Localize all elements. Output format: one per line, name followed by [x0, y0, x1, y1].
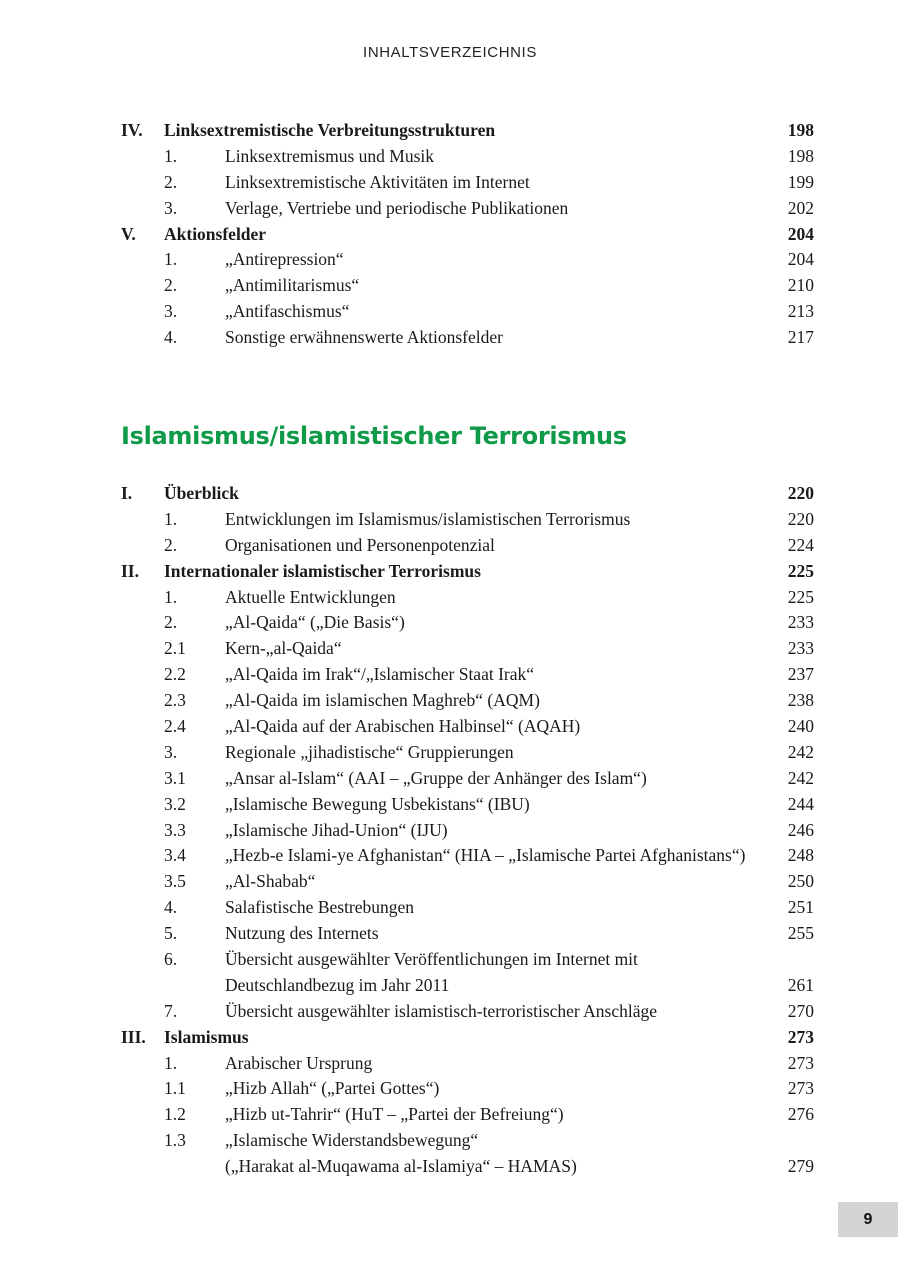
toc-entry-number: 4. — [164, 897, 178, 918]
toc-entry-row[interactable] — [121, 869, 814, 895]
toc-entry-number: 1. — [164, 1052, 178, 1073]
toc-entry-number: 2. — [164, 171, 178, 192]
toc-entry-row[interactable] — [121, 533, 814, 559]
toc-entry-number: 1.2 — [164, 1104, 186, 1125]
toc-chapter-row[interactable] — [121, 222, 814, 248]
toc-entry-number: 1.1 — [164, 1078, 186, 1099]
toc-entry-page: 213 — [787, 301, 814, 322]
toc-entry-row[interactable] — [121, 273, 814, 299]
toc-entry-page: 242 — [787, 767, 814, 788]
toc-entry-number: 1. — [164, 586, 178, 607]
toc-entry-title: Linksextremistische Verbreitungsstrukturen — [164, 120, 496, 140]
toc-entry-row[interactable] — [121, 843, 814, 869]
toc-entry-title: Aktionsfelder — [164, 223, 267, 244]
toc-entry-page: 261 — [787, 974, 814, 995]
toc-entry-number: 3.3 — [164, 819, 186, 840]
toc-entry-title: Salafistische Bestrebungen — [225, 897, 415, 918]
toc-entry-page: 248 — [787, 845, 814, 866]
section-title: Islamismus/islamistischer Terrorismus — [121, 422, 627, 450]
toc-entry-number: 1. — [164, 249, 178, 270]
toc-entry-row[interactable] — [121, 740, 814, 766]
toc-entry-row[interactable] — [121, 921, 814, 947]
toc-entry-title: „Hezb-e Islami-ye Afghanistan“ (HIA – „Islamische Partei Afghanistans“) — [225, 845, 746, 866]
toc-entry-number: 2.3 — [164, 690, 186, 711]
toc-entry-page: 242 — [787, 741, 814, 762]
toc-entry-title: „Al-Qaida im islamischen Maghreb“ (AQM) — [225, 690, 540, 711]
toc-entry-page: 233 — [787, 612, 814, 633]
toc-entry-page: 279 — [787, 1156, 814, 1177]
toc-chapter-row[interactable] — [121, 559, 814, 585]
toc-entry-title: „Ansar al-Islam“ (AAI – „Gruppe der Anhänger des Islam“) — [225, 767, 647, 788]
toc-entry-title: Entwicklungen im Islamismus/islamistischen Terrorismus — [225, 508, 631, 529]
toc-entry-number: 1.3 — [164, 1130, 186, 1151]
toc-entry-title: Verlage, Vertriebe und periodische Publikationen — [225, 197, 569, 218]
toc-entry-row[interactable] — [121, 895, 814, 921]
toc-entry-number: 3. — [164, 301, 178, 322]
toc-entry-title: Islamismus — [164, 1026, 249, 1047]
toc-entry-page: 240 — [787, 716, 814, 737]
toc-top-list — [121, 118, 814, 351]
toc-entry-number: 3.5 — [164, 871, 186, 892]
toc-entry-title: „Islamische Widerstandsbewegung“ — [225, 1130, 479, 1151]
toc-entry-page: 220 — [787, 483, 814, 503]
toc-entry-row[interactable] — [121, 1102, 814, 1128]
toc-chapter-row[interactable] — [121, 118, 814, 144]
toc-chapter-row[interactable] — [121, 481, 814, 507]
toc-entry-page: 199 — [787, 171, 814, 192]
toc-entry-title: „Islamische Jihad-Union“ (IJU) — [225, 819, 448, 840]
toc-entry-number: V. — [121, 223, 136, 244]
toc-entry-number: 3.4 — [164, 845, 186, 866]
toc-entry-row[interactable] — [121, 1154, 814, 1180]
toc-entry-page: 273 — [787, 1078, 814, 1099]
toc-entry-title: Arabischer Ursprung — [225, 1052, 373, 1073]
toc-entry-number: 7. — [164, 1000, 178, 1021]
toc-entry-row[interactable] — [121, 1076, 814, 1102]
toc-entry-title: Deutschlandbezug im Jahr 2011 — [225, 974, 450, 995]
toc-entry-number: 5. — [164, 923, 178, 944]
toc-entry-number: IV. — [121, 120, 143, 140]
toc-entry-number: 3.2 — [164, 793, 186, 814]
toc-entry-title: Regionale „jihadistische“ Gruppierungen — [225, 741, 514, 762]
toc-entry-row[interactable] — [121, 818, 814, 844]
toc-entry-number: 3.1 — [164, 767, 186, 788]
toc-entry-page: 276 — [787, 1104, 814, 1125]
toc-entry-title: „Al-Qaida“ („Die Basis“) — [225, 612, 405, 633]
toc-chapter-row[interactable] — [121, 1025, 814, 1051]
toc-entry-page: 237 — [787, 664, 814, 685]
page-number-box — [838, 1202, 898, 1237]
toc-entry-row[interactable] — [121, 973, 814, 999]
toc-entry-page: 225 — [787, 586, 814, 607]
toc-entry-page: 198 — [787, 120, 814, 140]
toc-entry-page: 273 — [787, 1026, 814, 1047]
toc-entry-number: 1. — [164, 508, 178, 529]
toc-entry-page: 202 — [787, 197, 814, 218]
toc-entry-title: Kern-„al-Qaida“ — [225, 638, 342, 659]
toc-entry-page: 238 — [787, 690, 814, 711]
toc-entry-page: 255 — [787, 923, 814, 944]
toc-entry-number: 3. — [164, 197, 178, 218]
toc-entry-row[interactable] — [121, 636, 814, 662]
toc-entry-number: 2.1 — [164, 638, 186, 659]
toc-entry-page: 251 — [787, 897, 814, 918]
toc-entry-title: Nutzung des Internets — [225, 923, 379, 944]
toc-entry-row[interactable] — [121, 999, 814, 1025]
toc-entry-row[interactable] — [121, 662, 814, 688]
toc-entry-row[interactable] — [121, 714, 814, 740]
toc-entry-page: 244 — [787, 793, 814, 814]
toc-entry-title: Überblick — [164, 483, 239, 503]
toc-entry-number: 2.4 — [164, 716, 186, 737]
toc-entry-number: 1. — [164, 145, 178, 166]
toc-entry-title: „Al-Qaida auf der Arabischen Halbinsel“ (AQAH) — [225, 716, 581, 737]
toc-entry-title: Übersicht ausgewählter islamistisch-terroristischer Anschläge — [225, 1000, 658, 1021]
toc-entry-number: 4. — [164, 327, 178, 348]
toc-entry-title: „Al-Qaida im Irak“/„Islamischer Staat Irak“ — [225, 664, 535, 685]
toc-entry-title: „Hizb ut-Tahrir“ (HuT – „Partei der Befreiung“) — [225, 1104, 564, 1125]
toc-entry-row[interactable] — [121, 688, 814, 714]
toc-entry-page: 220 — [787, 508, 814, 529]
toc-entry-row[interactable] — [121, 299, 814, 325]
toc-entry-row[interactable] — [121, 170, 814, 196]
toc-entry-title: Sonstige erwähnenswerte Aktionsfelder — [225, 327, 503, 348]
toc-entry-title: „Islamische Bewegung Usbekistans“ (IBU) — [225, 793, 530, 814]
toc-bottom-list — [121, 481, 814, 1180]
toc-entry-page: 270 — [787, 1000, 814, 1021]
toc-entry-number: 6. — [164, 949, 178, 970]
toc-entry-number: II. — [121, 560, 139, 581]
toc-entry-number: 2. — [164, 534, 178, 555]
toc-entry-page: 224 — [787, 534, 814, 555]
toc-entry-title: Organisationen und Personenpotenzial — [225, 534, 495, 555]
running-head: INHALTSVERZEICHNIS — [363, 44, 537, 61]
toc-entry-row[interactable] — [121, 792, 814, 818]
toc-entry-row[interactable] — [121, 196, 814, 222]
toc-entry-row[interactable] — [121, 766, 814, 792]
toc-entry-row[interactable] — [121, 585, 814, 611]
toc-entry-title: Internationaler islamistischer Terrorismus — [164, 560, 481, 581]
toc-entry-row[interactable] — [121, 610, 814, 636]
toc-entry-row[interactable] — [121, 247, 814, 273]
toc-entry-title: „Antimilitarismus“ — [225, 275, 360, 296]
toc-entry-page: 225 — [787, 560, 814, 581]
toc-entry-title: „Al-Shabab“ — [225, 871, 316, 892]
toc-entry-row[interactable] — [121, 507, 814, 533]
toc-entry-number: I. — [121, 483, 133, 503]
toc-entry-page: 273 — [787, 1052, 814, 1073]
toc-entry-title: „Antifaschismus“ — [225, 301, 350, 322]
toc-entry-title: „Hizb Allah“ („Partei Gottes“) — [225, 1078, 440, 1099]
toc-entry-title: Übersicht ausgewählter Veröffentlichungen im Internet mit — [225, 949, 638, 970]
toc-entry-page: 246 — [787, 819, 814, 840]
toc-entry-title: Linksextremistische Aktivitäten im Internet — [225, 171, 530, 192]
toc-entry-title: Aktuelle Entwicklungen — [225, 586, 396, 607]
toc-entry-page: 198 — [787, 145, 814, 166]
toc-entry-page: 217 — [787, 327, 814, 348]
toc-entry-row[interactable] — [121, 947, 814, 973]
toc-entry-number: III. — [121, 1026, 146, 1047]
toc-entry-page: 250 — [787, 871, 814, 892]
toc-entry-title: „Antirepression“ — [225, 249, 344, 270]
toc-entry-number: 2.2 — [164, 664, 186, 685]
page-number: 9 — [863, 1211, 873, 1228]
toc-entry-row[interactable] — [121, 1128, 814, 1154]
toc-entry-page: 210 — [787, 275, 814, 296]
toc-entry-page: 204 — [787, 223, 814, 244]
toc-entry-page: 204 — [787, 249, 814, 270]
toc-entry-number: 3. — [164, 741, 178, 762]
toc-entry-row[interactable] — [121, 325, 814, 351]
toc-entry-row[interactable] — [121, 1051, 814, 1077]
toc-entry-page: 233 — [787, 638, 814, 659]
toc-entry-number: 2. — [164, 612, 178, 633]
toc-entry-row[interactable] — [121, 144, 814, 170]
toc-entry-title: („Harakat al-Muqawama al-Islamiya“ – HAMAS) — [225, 1156, 577, 1177]
toc-entry-title: Linksextremismus und Musik — [225, 145, 435, 166]
toc-entry-number: 2. — [164, 275, 178, 296]
